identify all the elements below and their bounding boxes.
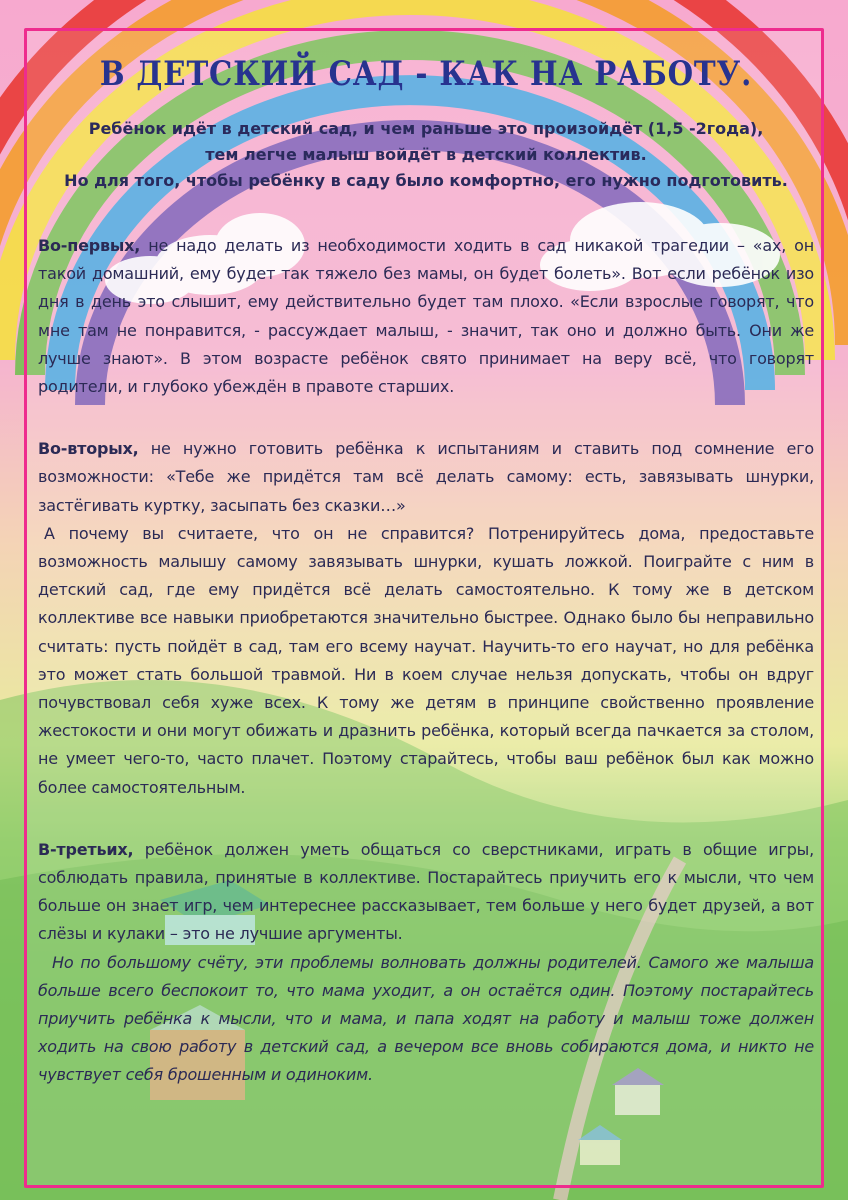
intro-line: тем легче малыш войдёт в детский коллектив. (205, 145, 647, 164)
paragraph-lead: В-третьих, (38, 839, 134, 859)
paragraph-third (38, 836, 814, 949)
page-title: В ДЕТСКИЙ САД - КАК НА РАБОТУ. (99, 54, 753, 94)
intro-line: Ребёнок идёт в детский сад, и чем раньше это произойдёт (1,5 -2года), (88, 119, 764, 138)
intro-text (38, 116, 814, 194)
paragraph-first (38, 232, 814, 401)
paragraph-third-continuation: Но по большому счёту, эти проблемы волновать должны родителей. Самого же малыша больше всего беспокоит то, что мама уходит, а он остаётся один. Поэтому постарайтесь приучить ребёнка к мысли, что и мама, и папа ходят на работу и малыш тоже должен ходить на свою работу в детский сад, а вечером все вновь собираются дома, и никто не чувствует себя брошенным и одиноким. (38, 952, 814, 1085)
paragraph-lead: Во-первых, (38, 236, 141, 255)
article (38, 54, 814, 1090)
intro-line: Но для того, чтобы ребёнку в саду было комфортно, его нужно подготовить. (64, 171, 788, 190)
paragraph-text: не надо делать из необходимости ходить в сад никакой трагедии – «ах, он такой домашний, ему будет так тяжело без мамы, он будет болеть». Вот если ребёнок изо дня в день это слышит, ему действительно будет там плохо. «Если взрослые говорят, что мне там не понравится, - рассуждает малыш, - значит, так оно и должно быть. Они же лучше знают». В этом возрасте ребёнок свято принимает на веру всё, что говорят родители, и глубоко убеждён в правоте старших. (38, 236, 814, 397)
paragraph-text: ребёнок должен уметь общаться со сверстниками, играть в общие игры, соблюдать правила, принятые в коллективе. Постарайтесь приучить его к мысли, что чем больше он знает игр, чем интереснее рассказывает, тем больше у него будет друзей, а вот слёзы и кулаки – это не лучшие аргументы. (38, 839, 814, 944)
paragraph-lead: Во-вторых, (38, 439, 139, 459)
paragraph-second (38, 435, 814, 520)
paragraph-second-continuation: А почему вы считаете, что он не справится? Потренируйтесь дома, предоставьте возможность малышу самому завязывать шнурки, кушать ложкой. Поиграйте с ним в детский сад, где ему придётся всё делать самостоятельно. К тому же в детском коллективе все навыки приобретаются значительно быстрее. Однако было бы неправильно считать: пусть пойдёт в сад, там его всему научат. Научить-то его научат, но для ребёнка это может стать большой травмой. Ни в коем случае нельзя допускать, чтобы он вдруг почувствовал себя хуже всех. К тому же детям в принципе свойственно проявление жестокости и они могут обижать и дразнить ребёнка, который всегда пачкается за столом, не умеет чего-то, часто плачет. Поэтому старайтесь, чтобы ваш ребёнок был как можно более самостоятельным. (38, 523, 814, 797)
paragraph-text: не нужно готовить ребёнка к испытаниям и ставить под сомнение его возможности: «Тебе же придётся там всё делать самому: есть, завязывать шнурки, застёгивать куртку, засыпать без сказки…» (38, 439, 814, 515)
